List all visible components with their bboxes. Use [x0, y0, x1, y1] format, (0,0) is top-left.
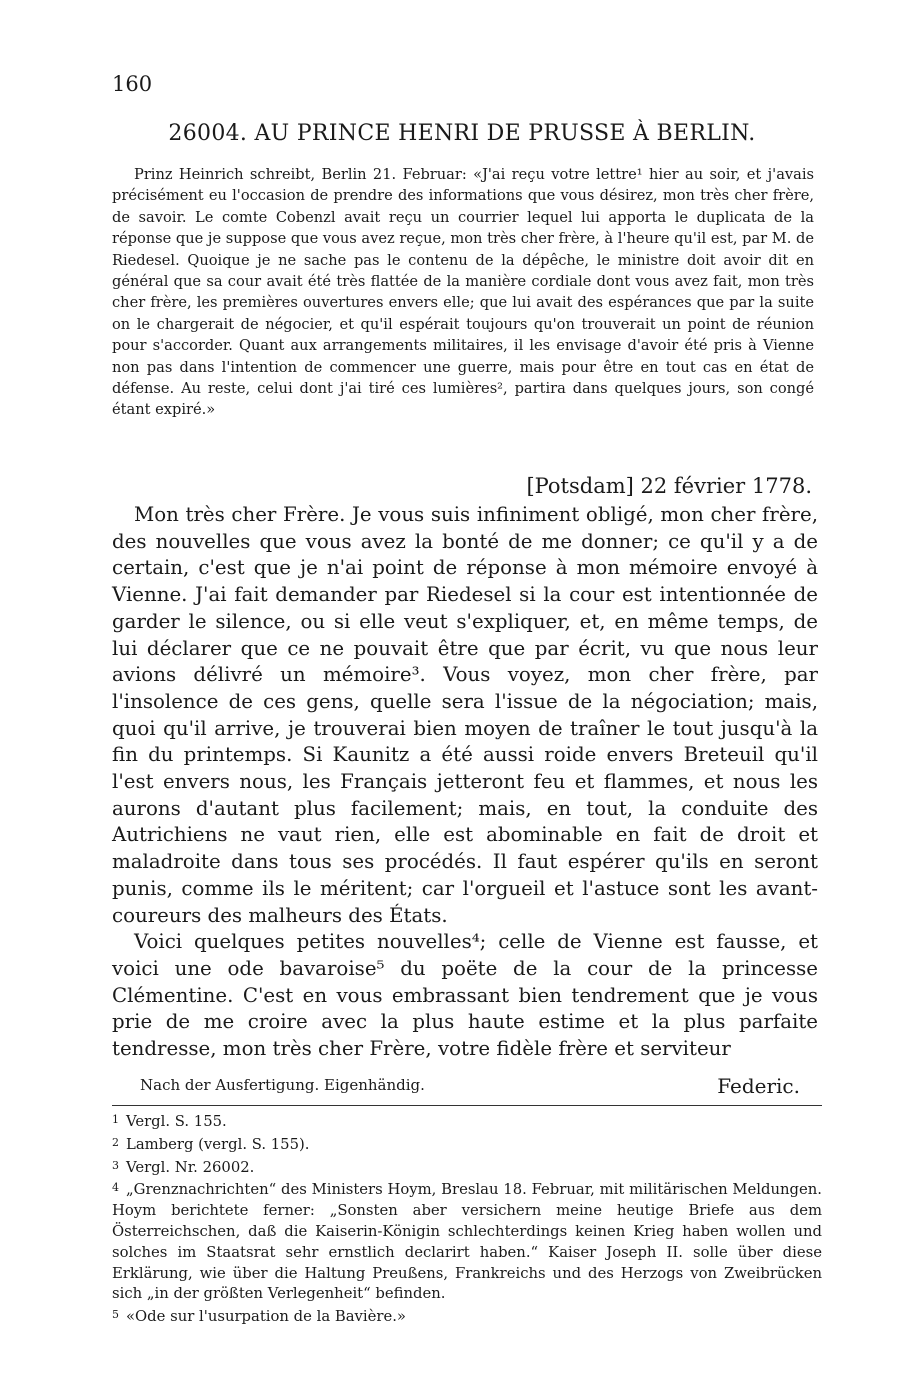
letter-paragraph-2: Voici quelques petites nouvelles⁴; celle de Vienne est fausse, et voici une ode bavaroise⁵ du poëte de la cour de la princesse Clémentine. C'est en vous embrassant bien tendrement que je vous prie de me croire avec la plus haute estime et la plus parfaite tendresse, mon très cher Frère, votre fidèle frère et serviteur: [112, 930, 818, 1061]
footnote-3: 3 Vergl. Nr. 26002.: [112, 1158, 255, 1176]
footnote-4: 4 „Grenznachrichten“ des Ministers Hoym, Breslau 18. Februar, mit militärischen Meldungen. Hoym berichtete ferner: „Sonsten aber versichern meine heutige Briefe aus dem Österreichschen, daß die Kaiserin-Königin schlechterdings keinen Krieg haben wollen und solches im Staatsrat sehr ernstlich declarirt haben.“ Kaiser Joseph II. solle über diese Erklärung, wie über die Haltung Preußens, Frankreichs und des Herzogs von Zweibrücken sich „in der größten Verlegenheit“ befinden.: [112, 1181, 822, 1303]
letter-title: 26004. AU PRINCE HENRI DE PRUSSE À BERLIN.: [168, 121, 756, 146]
dateline: [Potsdam] 22 février 1778.: [526, 474, 812, 498]
intro-summary: [112, 164, 814, 421]
page-number: 160: [112, 72, 153, 96]
signature: Federic.: [717, 1074, 800, 1098]
footnote-rule: [112, 1105, 822, 1106]
source-note: Nach der Ausfertigung. Eigenhändig.: [140, 1076, 425, 1094]
footnote-2: 2 Lamberg (vergl. S. 155).: [112, 1135, 310, 1153]
letter-paragraph-1: Mon très cher Frère. Je vous suis infiniment obligé, mon cher frère, des nouvelles que vous avez la bonté de me donner; ce qu'il y a de certain, c'est que je n'ai point de réponse à mon mémoire envoyé à Vienne. J'ai fait demander par Riedesel si la cour est intentionnée de garder le silence, ou si elle veut s'expliquer, et, en même temps, de lui déclarer que ce ne pouvait être que par écrit, vu que nous leur avions délivré un mémoire³. Vous voyez, mon cher frère, par l'insolence de ces gens, quelle sera l'issue de la négociation; mais, quoi qu'il arrive, je trouverai bien moyen de traîner le tout jusqu'à la fin du printemps. Si Kaunitz a été aussi roide envers Breteuil qu'il l'est envers nous, les Français jetteront feu et flammes, et nous les aurons d'autant plus facilement; mais, en tout, la conduite des Autrichiens ne vaut rien, elle est abominable en fait de droit et maladroite dans tous ses procédés. Il faut espérer qu'ils en seront punis, comme ils le méritent; car l'orgueil et l'astuce sont les avant-coureurs des malheurs des États.: [112, 503, 818, 927]
footnotes: [112, 1110, 822, 1328]
footnote-5: 5 «Ode sur l'usurpation de la Bavière.»: [112, 1308, 406, 1326]
intro-paragraph: Prinz Heinrich schreibt, Berlin 21. Februar: «J'ai reçu votre lettre¹ hier au soir, et j'avais précisément eu l'occasion de prendre des informations que vous désirez, mon très cher frère, de savoir. Le comte Cobenzl avait reçu un courrier lequel lui apporta le duplicata de la réponse que je suppose que vous avez reçue, mon très cher frère, à l'heure qu'il est, par M. de Riedesel. Quoique je ne sache pas le contenu de la dépêche, le ministre doit avoir dit en général que sa cour avait été très flattée de la manière cordiale dont vous avez fait, mon très cher frère, les premières ouvertures envers elle; que lui avait des espérances que par la suite on le chargerait de négocier, et qu'il espérait toujours qu'on trouverait un point de réunion pour s'accorder. Quant aux arrangements militaires, il les envisage d'avoir été pris à Vienne non pas dans l'intention de commencer une guerre, mais pour être en tout cas en état de défense. Au reste, celui dont j'ai tiré ces lumières², partira dans quelques jours, son congé étant expiré.»: [112, 166, 814, 419]
footnote-1: 1 Vergl. S. 155.: [112, 1113, 227, 1130]
letter-body: [112, 502, 818, 1063]
